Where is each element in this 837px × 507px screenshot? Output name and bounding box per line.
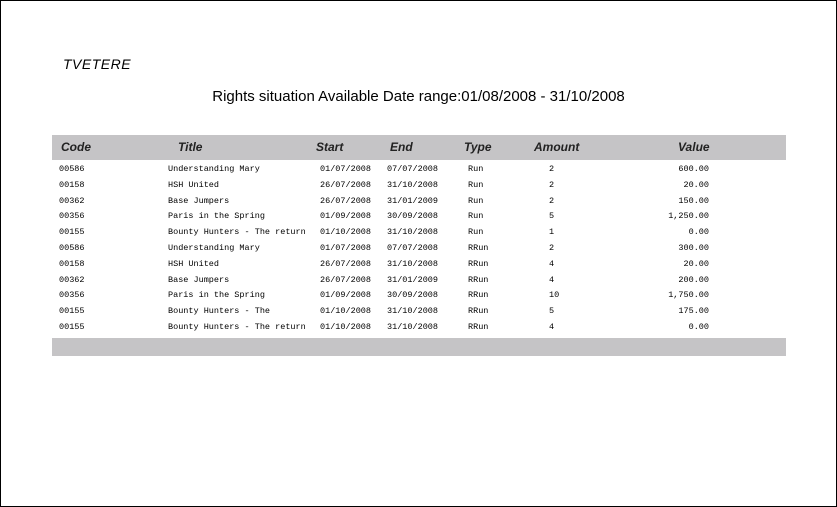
cell-start: 26/07/2008 (320, 195, 372, 206)
cell-title: Paris in the Spring (168, 211, 265, 222)
header-title: Title (178, 140, 203, 154)
cell-value: 20.00 (683, 179, 709, 190)
table-row (1, 321, 836, 337)
cell-start: 01/09/2008 (320, 290, 372, 301)
cell-type: RRun (468, 258, 489, 269)
cell-end: 31/01/2009 (387, 274, 439, 285)
cell-title: HSH United (168, 258, 220, 269)
header-end: End (390, 140, 413, 154)
cell-value: 0.00 (688, 227, 709, 238)
cell-title: Base Jumpers (168, 195, 230, 206)
header-value: Value (678, 140, 710, 154)
cell-end: 31/01/2009 (387, 195, 439, 206)
cell-type: Run (468, 227, 484, 238)
cell-amount: 4 (549, 321, 555, 332)
table-row (1, 305, 836, 321)
cell-title: Understanding Mary (168, 164, 260, 174)
cell-end: 30/09/2008 (387, 211, 439, 222)
table-row (1, 274, 836, 290)
table-row (1, 226, 836, 242)
cell-value: 20.00 (683, 258, 709, 269)
cell-start: 01/10/2008 (320, 227, 372, 238)
cell-value: 175.00 (678, 306, 709, 317)
cell-start: 01/07/2008 (320, 164, 372, 174)
cell-type: RRun (468, 274, 489, 285)
cell-code: 00158 (59, 258, 85, 269)
cell-code: 00155 (59, 227, 85, 238)
cell-start: 26/07/2008 (320, 274, 372, 285)
cell-value: 150.00 (678, 195, 709, 206)
cell-code: 00158 (59, 179, 85, 190)
cell-code: 00586 (59, 242, 85, 253)
cell-amount: 4 (549, 274, 555, 285)
cell-amount: 2 (549, 179, 555, 190)
cell-start: 01/10/2008 (320, 306, 372, 317)
cell-start: 01/10/2008 (320, 321, 372, 332)
cell-end: 30/09/2008 (387, 290, 439, 301)
cell-value: 600.00 (678, 164, 709, 174)
cell-type: RRun (468, 242, 489, 253)
table-row (1, 242, 836, 258)
header-amount: Amount (534, 140, 580, 154)
cell-type: Run (468, 179, 484, 190)
cell-title: Understanding Mary (168, 242, 260, 253)
cell-code: 00155 (59, 321, 85, 332)
cell-code: 00356 (59, 211, 85, 222)
cell-amount: 5 (549, 211, 555, 222)
cell-end: 07/07/2008 (387, 164, 439, 174)
table-row (1, 195, 836, 211)
cell-value: 1,750.00 (668, 290, 709, 301)
cell-amount: 2 (549, 195, 555, 206)
cell-code: 00155 (59, 306, 85, 317)
cell-start: 26/07/2008 (320, 179, 372, 190)
header-start: Start (316, 140, 344, 154)
cell-value: 0.00 (688, 321, 709, 332)
company-name: TVETERE (63, 56, 132, 72)
cell-end: 31/10/2008 (387, 258, 439, 269)
cell-end: 31/10/2008 (387, 321, 439, 332)
cell-type: RRun (468, 290, 489, 301)
cell-end: 07/07/2008 (387, 242, 439, 253)
cell-end: 31/10/2008 (387, 179, 439, 190)
cell-amount: 4 (549, 258, 555, 269)
table-row (1, 258, 836, 274)
cell-amount: 1 (549, 227, 555, 238)
table-header (52, 135, 786, 160)
table-row (1, 210, 836, 226)
header-type: Type (464, 140, 492, 154)
cell-value: 1,250.00 (668, 211, 709, 222)
cell-title: Base Jumpers (168, 274, 230, 285)
cell-amount: 2 (549, 164, 555, 174)
cell-type: RRun (468, 306, 489, 317)
cell-title: Bounty Hunters - The (168, 306, 271, 317)
cell-amount: 2 (549, 242, 555, 253)
cell-amount: 5 (549, 306, 555, 317)
cell-title: HSH United (168, 179, 220, 190)
cell-type: Run (468, 195, 484, 206)
cell-value: 300.00 (678, 242, 709, 253)
cell-code: 00362 (59, 195, 85, 206)
cell-type: Run (468, 164, 484, 174)
cell-code: 00356 (59, 290, 85, 301)
cell-type: Run (468, 211, 484, 222)
cell-start: 01/07/2008 (320, 242, 372, 253)
cell-type: RRun (468, 321, 489, 332)
table-row (1, 289, 836, 305)
cell-title: Bounty Hunters - The return (168, 227, 306, 238)
cell-value: 200.00 (678, 274, 709, 285)
cell-end: 31/10/2008 (387, 306, 439, 317)
cell-end: 31/10/2008 (387, 227, 439, 238)
cell-title: Bounty Hunters - The return (168, 321, 306, 332)
table-row (1, 179, 836, 195)
cell-start: 01/09/2008 (320, 211, 372, 222)
table-body (1, 163, 836, 337)
cell-start: 26/07/2008 (320, 258, 372, 269)
table-footer (52, 338, 786, 356)
cell-code: 00586 (59, 164, 85, 174)
header-code: Code (61, 140, 91, 154)
cell-code: 00362 (59, 274, 85, 285)
cell-title: Paris in the Spring (168, 290, 265, 301)
table-row (1, 163, 836, 179)
cell-amount: 10 (549, 290, 560, 301)
report-title: Rights situation Available Date range:01/08/2008 - 31/10/2008 (212, 88, 625, 105)
